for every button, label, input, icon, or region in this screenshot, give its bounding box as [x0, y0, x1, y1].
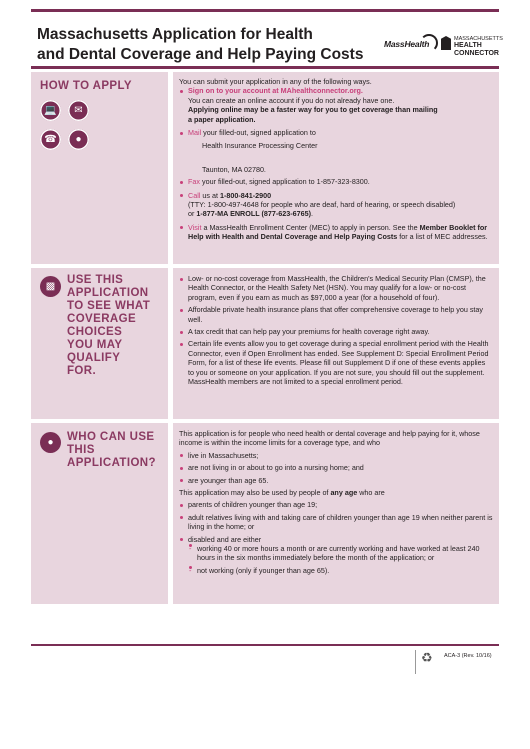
- use-this-sidebar: [31, 268, 168, 419]
- who-can-use-text: [179, 429, 493, 575]
- list-item: live in Massachusetts;: [179, 451, 493, 460]
- title-line-2: and Dental Coverage and Help Paying Costs: [37, 46, 364, 63]
- mail-address-line1: Health Insurance Processing Center: [202, 141, 318, 151]
- list-item: are younger than age 65.: [179, 476, 493, 485]
- masshealth-swoosh-icon: [420, 34, 438, 52]
- use-title-l6: FOR.: [67, 365, 97, 377]
- list-item: - working 40 or more hours a month or are currently working and have worked at least 240 hours in the six months immediately before the month of the application; or: [188, 544, 493, 563]
- header-rule: [31, 66, 499, 69]
- fax-word: Fax: [188, 177, 200, 187]
- call-tty: (TTY: 1-800-497-4648 for people who are deaf, hard of hearing, or speech disabled): [188, 200, 456, 210]
- money-icon: ▩: [40, 276, 61, 297]
- list-item: adult relatives living with and taking care of children younger than age 19 when neither parent is living in the home; or: [179, 513, 493, 532]
- use-this-text: [179, 274, 493, 386]
- visit-end: for a list of MEC addresses.: [397, 232, 488, 242]
- health-connector-mark-icon: [441, 36, 451, 50]
- call-word: Call: [188, 190, 201, 200]
- list-item: Affordable private health insurance plans that offer comprehensive coverage to help you stay well.: [179, 305, 493, 324]
- how-to-apply-sidebar: [31, 72, 168, 264]
- health-connector-logo: [454, 36, 503, 57]
- also-post: who are: [357, 488, 385, 498]
- residency-criteria-list: [179, 451, 493, 485]
- member-booklet-title: Member Booklet for Help with Health and Dental Coverage and Help Paying Costs: [188, 222, 488, 242]
- apply-methods-list: [179, 86, 493, 241]
- sign-on-line4: a paper application.: [188, 114, 256, 124]
- use-title-l2: APPLICATION: [67, 287, 149, 299]
- section-who-can-use: [31, 423, 499, 604]
- phone-icon: ☎: [40, 129, 61, 150]
- footer-divider: [415, 650, 416, 674]
- use-this-title: [67, 274, 168, 378]
- people-icon: ●: [68, 129, 89, 150]
- list-item: [179, 535, 493, 576]
- footer-rule: [31, 644, 499, 646]
- masshealth-logo: MassHealth: [384, 39, 430, 49]
- sign-on-line2: You can create an online account if you do not already have one.: [188, 95, 395, 105]
- mail-rest: your filled-out, signed application to: [201, 128, 316, 138]
- top-rule: [31, 9, 499, 12]
- list-item-mail: [179, 128, 493, 174]
- sign-on-line3: Applying online may be a faster way for you to get coverage than mailing: [188, 105, 438, 115]
- use-title-l4: COVERAGE CHOICES: [67, 313, 137, 338]
- list-item: parents of children younger than age 19;: [179, 500, 493, 509]
- hc-logo-small: MASSACHUSETTS: [454, 36, 503, 42]
- how-to-apply-intro: You can submit your application in any of the following ways.: [179, 77, 372, 86]
- call-us: us at: [200, 190, 220, 200]
- also-bold: any age: [330, 488, 358, 498]
- how-to-apply-text: [179, 77, 493, 242]
- call-or: or: [188, 209, 197, 219]
- page-title: [37, 25, 367, 65]
- mail-icon: ✉: [68, 100, 89, 121]
- list-item: A tax credit that can help pay your premiums for health coverage right away.: [179, 327, 493, 336]
- list-item: are not living in or about to go into a nursing home; and: [179, 463, 493, 472]
- hc-logo-connector: CONNECTOR: [454, 49, 499, 57]
- people-icon: ●: [40, 432, 61, 453]
- sign-on-link[interactable]: Sign on to your account at MAhealthconnector.org.: [188, 86, 363, 96]
- who-can-use-content: [173, 423, 499, 604]
- list-item-fax: [179, 177, 493, 186]
- list-item: Low- or no-cost coverage from MassHealth, the Children's Medical Security Plan (CMSP), the Health Connector, or the Health Safety Net (HSN). You may qualify for a low- or no-cost program, even if you earn as much as $97,000 a year (for a household of four).: [179, 274, 493, 302]
- call-enroll-number[interactable]: 1-877-MA ENROLL (877-623-6765): [196, 209, 312, 219]
- list-item-sign-on: [179, 86, 493, 124]
- mail-address: [188, 141, 493, 174]
- who-can-use-title: [67, 431, 168, 470]
- section-use-this-application: [31, 268, 499, 419]
- also-pre: This application may also be used by people of: [179, 488, 331, 498]
- any-age-criteria-list: [179, 500, 493, 575]
- who-intro: This application is for people who need health or dental coverage and help paying for it, whose income is within the income limits for a coverage type, and who: [179, 429, 480, 448]
- mail-address-line2: Taunton, MA 02780.: [202, 164, 266, 174]
- visit-word: Visit: [188, 222, 202, 232]
- disabled-sublist: [188, 544, 493, 575]
- any-age-intro: [179, 488, 493, 497]
- call-end: .: [311, 209, 314, 219]
- form-code: ACA-3 (Rev. 10/16): [444, 653, 492, 659]
- use-title-l1: USE THIS: [67, 274, 124, 286]
- list-item-visit: [179, 223, 493, 242]
- title-line-1: Massachusetts Application for Health: [37, 26, 313, 43]
- call-number[interactable]: 1-800-841-2900: [219, 190, 272, 200]
- use-this-content: [173, 268, 499, 419]
- visit-rest: a MassHealth Enrollment Center (MEC) to apply in person. See the: [201, 222, 420, 232]
- how-to-apply-content: [173, 72, 499, 264]
- who-title-l1: WHO CAN USE: [67, 431, 155, 443]
- use-title-l5: YOU MAY QUALIFY: [67, 339, 123, 364]
- who-can-use-sidebar: [31, 423, 168, 604]
- list-item: - not working (only if younger than age 65).: [188, 566, 493, 575]
- recycle-icon: ♻: [421, 650, 433, 665]
- logos: [384, 36, 503, 60]
- disabled-text: disabled and are either: [188, 534, 262, 544]
- mail-word: Mail: [188, 128, 202, 138]
- who-title-l2: THIS APPLICATION?: [67, 444, 156, 469]
- fax-rest: your filled-out, signed application to 1-857-323-8300.: [199, 177, 370, 187]
- use-title-l3: TO SEE WHAT: [67, 300, 151, 312]
- section-how-to-apply: [31, 72, 499, 264]
- list-item: Certain life events allow you to get coverage during a special enrollment period with the Health Connector, even if Open Enrollment has ended. See Supplement D: Special Enrollment Period Form, for a list of these life events. Please fill out Supplement D if one of these events applies to you or someone on your application. If you are not sure, you should fill out the supplement. MassHealth members are not limited to a special enrollment period.: [179, 339, 493, 386]
- computer-icon: 💻: [40, 100, 61, 121]
- how-to-apply-title: HOW TO APPLY: [40, 80, 132, 92]
- list-item-call: [179, 191, 493, 219]
- hc-logo-health: HEALTH: [454, 42, 482, 49]
- coverage-choices-list: [179, 274, 493, 386]
